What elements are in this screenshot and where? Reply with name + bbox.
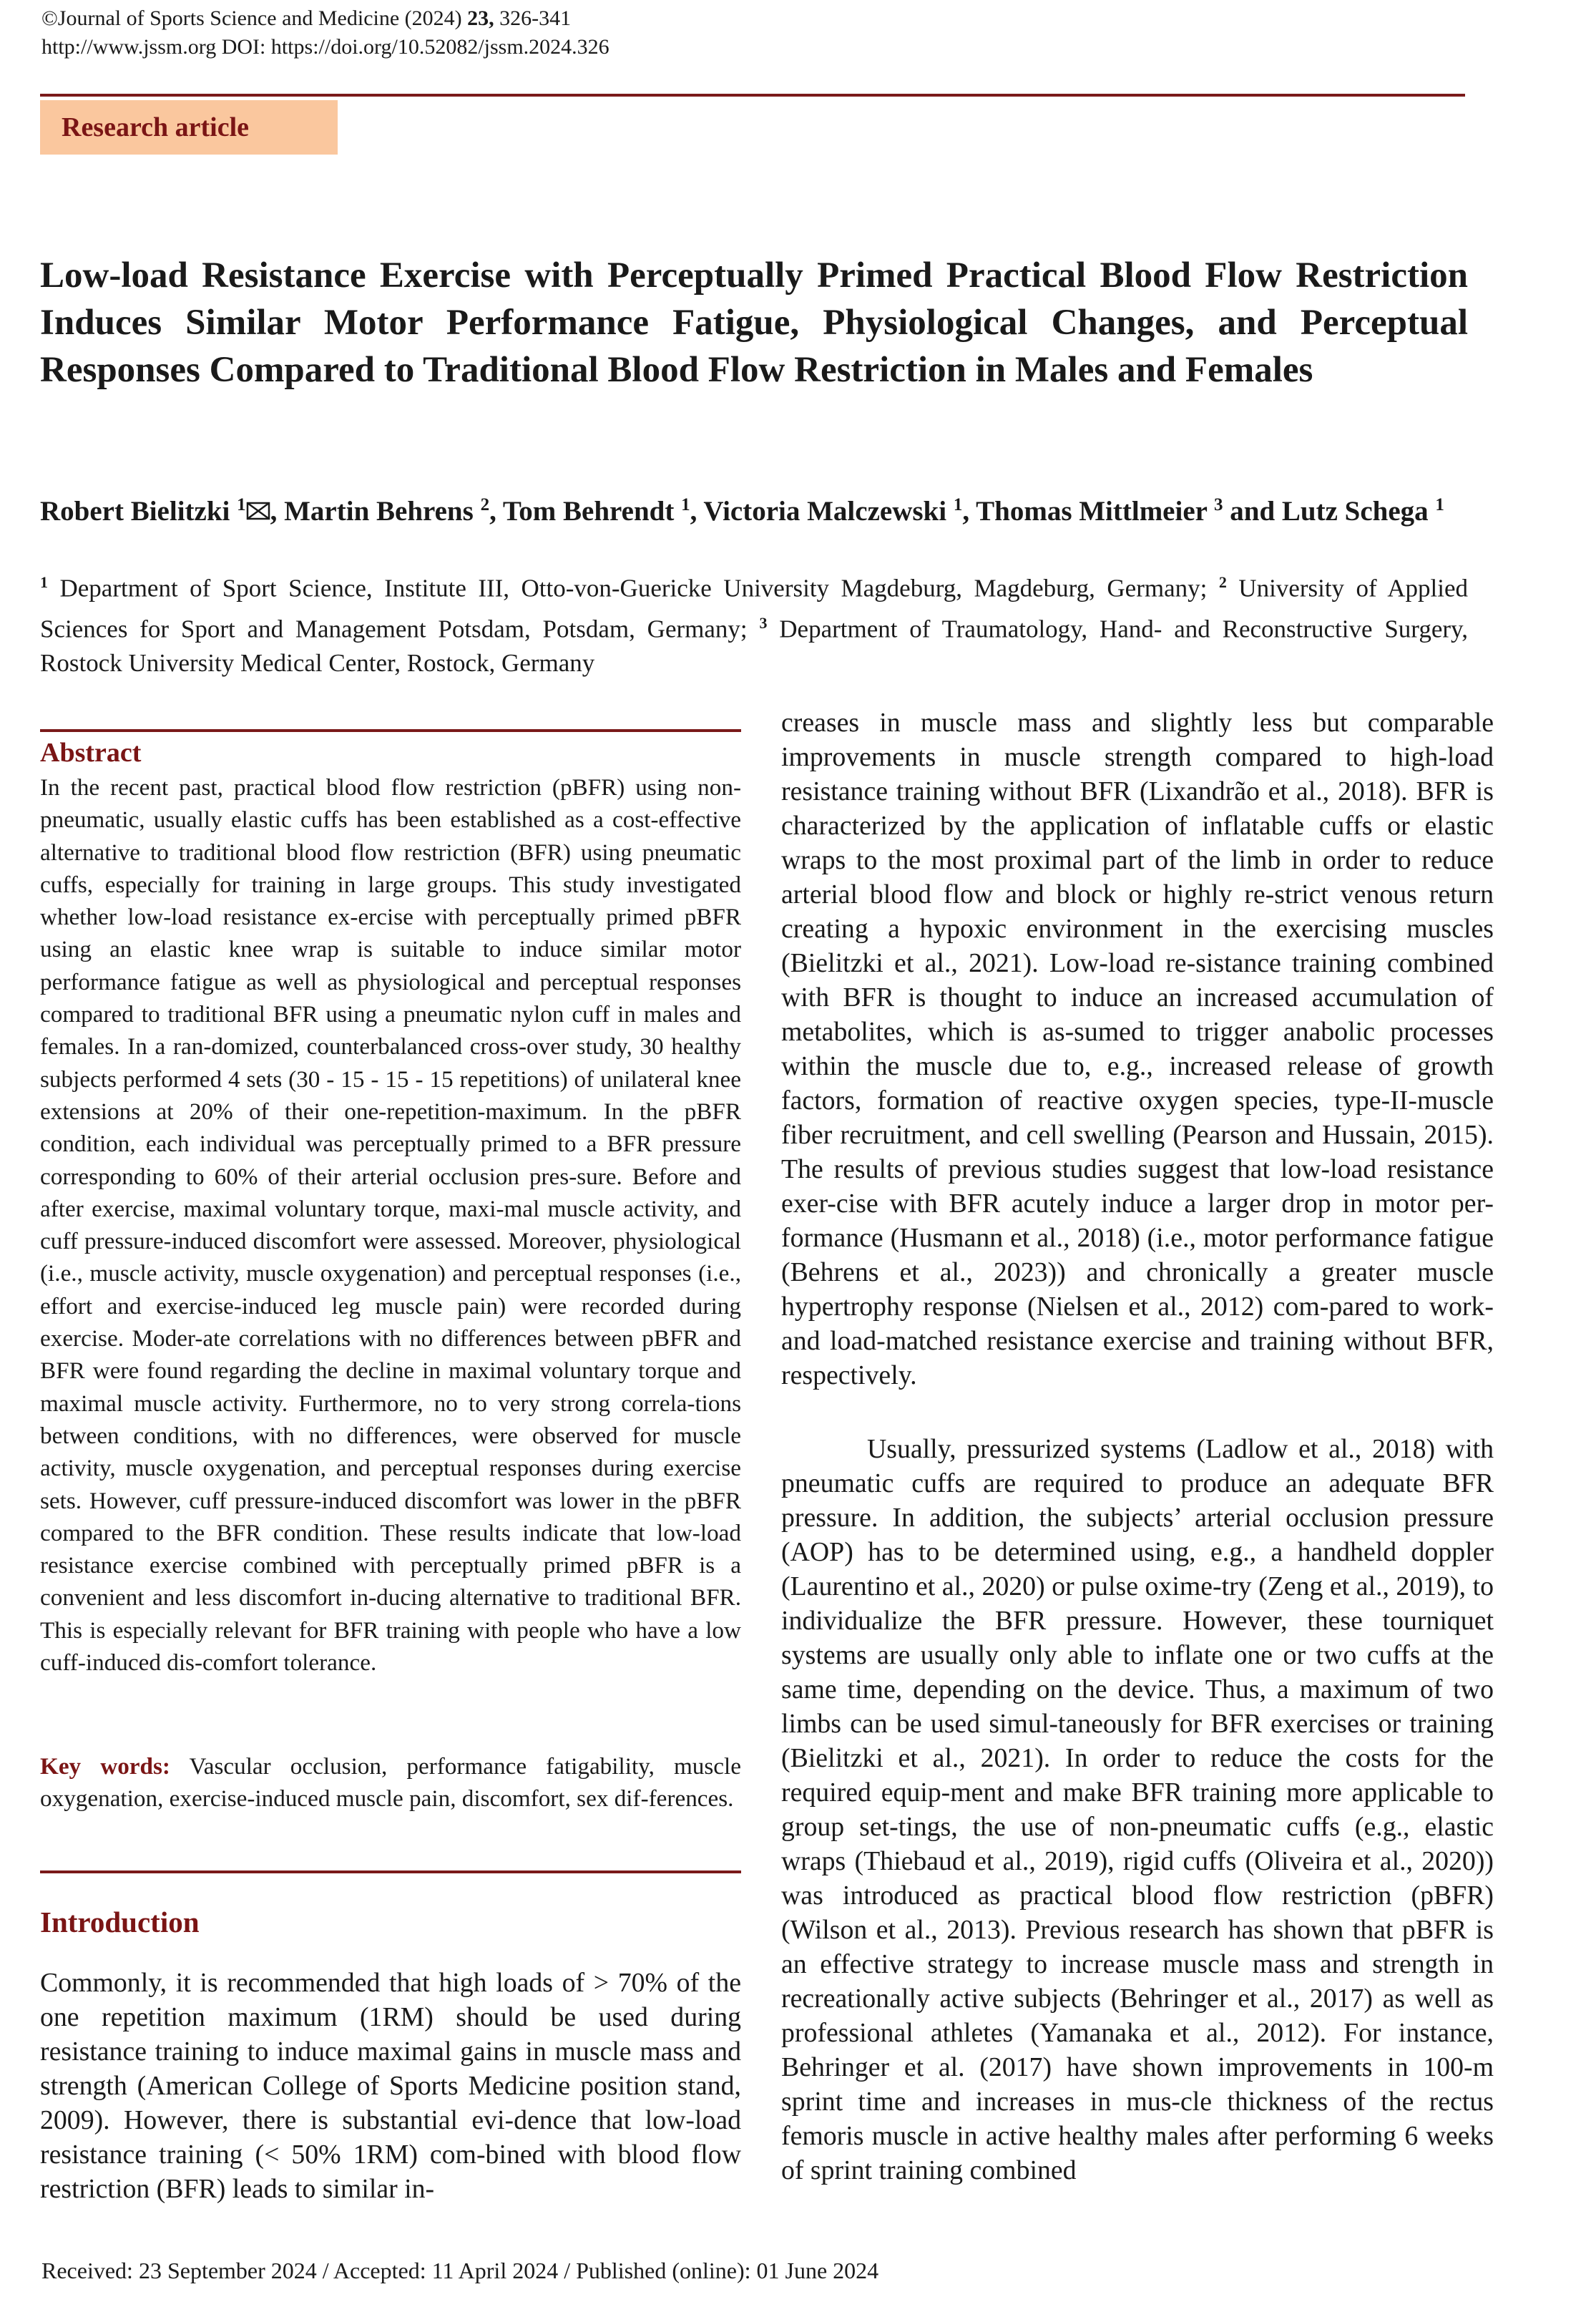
abstract-heading: Abstract <box>40 738 142 768</box>
author-name: Martin Behrens <box>284 496 474 527</box>
affiliations <box>40 565 1468 681</box>
article-title: Low-load Resistance Exercise with Perceptually Primed Practical Blood Flow Restriction Induces Similar Motor Performance Fatigue, Physiological Changes, and Perceptual Responses Compared to Traditional Blood Flow Restriction in Males and Females <box>40 255 1468 390</box>
keywords-label: Key words: <box>40 1753 170 1780</box>
author-name: Robert Bielitzki <box>40 496 230 527</box>
author-name: Victoria Malczewski <box>703 496 947 527</box>
affiliation-text: Department of Sport Science, Institute III, Otto-von-Guericke University Magdeburg, Magdeburg, Germany; <box>48 574 1219 603</box>
affiliation-sup: 1 <box>40 573 48 591</box>
introduction-left-text: Commonly, it is recommended that high loads of > 70% of the one repetition maximum (1RM) should be used during resistance training to induce maximal gains in muscle mass and strength (American College of Sports Medicine position stand, 2009). However, there is substantial evi-dence that low-load resistance training (< 50% 1RM) com-bined with blood flow restriction (BFR) leads to similar in- <box>40 1968 741 2204</box>
article-type-badge <box>40 100 338 155</box>
introduction-right-para-2-text: Usually, pressurized systems (Ladlow et al., 2018) with pneumatic cuffs are required to produce an adequate BFR pressure. In addition, the subjects’ arterial occlusion pressure (AOP) has to be determined using, e.g., a handheld doppler (Laurentino et al., 2020) or pulse oxime-try (Zeng et al., 2019), to individualize the BFR pressure. However, these tourniquet systems are usually only able to inflate one or two cuffs at the same time, depending on the device. Thus, a maximum of two limbs can be used simul-taneously for BFR exercises or training (Bielitzki et al., 2021). In order to reduce the costs for the required equip-ment and make BFR training more applicable to group set-tings, the use of non-pneumatic cuffs (e.g., elastic wraps (Thiebaud et al., 2019), rigid cuffs (Oliveira et al., 2020)) was introduced as practical blood flow restriction (pBFR) (Wilson et al., 2013). Previous research has shown that pBFR is an effective strategy to increase muscle mass and strength in recreationally active subjects (Behringer et al., 2017) as well as professional athletes (Yamanaka et al., 2012). For instance, Behringer et al. (2017) have shown improvements in 100-m sprint time and increases in mus-cle thickness of the rectus femoris muscle in active healthy males after performing 6 weeks of sprint training combined <box>781 1434 1494 2185</box>
author-name: Thomas Mittlmeier <box>976 496 1208 527</box>
affiliation-text: University of Applied Sciences for Sport and Management Potsdam, Potsdam, Germany; <box>40 574 1468 643</box>
author-affil-sup: 3 <box>1214 495 1223 514</box>
author-affil-sup: 1 <box>1435 495 1444 514</box>
article-type-label: Research article <box>62 112 250 142</box>
header-divider <box>40 94 1465 97</box>
keywords <box>40 1750 741 1815</box>
author-list: Robert Bielitzki $^1$ , Martin Behrens $^2$, Tom Behrendt $^1$, Victoria Malczewski $^1$, Thomas Mittlmeier $^3$ and Lutz Schega $^1$ <box>40 495 1444 527</box>
abstract-body: In the recent past, practical blood flow restriction (pBFR) using non-pneumatic, usually elastic cuffs has been established as a cost-effective alternative to traditional blood flow restriction (BFR) using pneumatic cuffs, especially for training in large groups. This study investigated whether low-load resistance ex-ercise with perceptually primed pBFR using an elastic knee wrap is suitable to induce similar motor performance fatigue as well as physiological and perceptual responses compared to traditional BFR using a pneumatic nylon cuff in males and females. In a ran-domized, counterbalanced cross-over study, 30 healthy subjects performed 4 sets (30 - 15 - 15 - 15 repetitions) of unilateral knee extensions at 20% of their one-repetition-maximum. In the pBFR condition, each individual was perceptually primed to a BFR pressure corresponding to 60% of their arterial occlusion pres-sure. Before and after exercise, maximal voluntary torque, maxi-mal muscle activity, and cuff pressure-induced discomfort were assessed. Moreover, physiological (i.e., muscle activity, muscle oxygenation) and perceptual responses (i.e., effort and exercise-induced leg muscle pain) were recorded during exercise. Moder-ate correlations with no differences between pBFR and BFR were found regarding the decline in maximal voluntary torque and maximal muscle activity. Furthermore, no to very strong correla-tions between conditions, with no differences, were observed for muscle activity, muscle oxygenation, and perceptual responses during exercise sets. However, cuff pressure-induced discomfort was lower in the pBFR compared to the BFR condition. These results indicate that low-load resistance exercise combined with perceptually primed pBFR is a convenient and less discomfort in-ducing alternative to traditional BFR. This is especially relevant for BFR training with people who have a low cuff-induced dis-comfort tolerance. <box>40 774 741 1677</box>
author-affil-sup: 2 <box>480 495 490 514</box>
author-affil-sup: 1 <box>237 495 246 514</box>
affiliation-sup: 3 <box>759 613 768 632</box>
author-name: Tom Behrendt <box>502 496 675 527</box>
journal-citation-prefix: ©Journal of Sports Science and Medicine (2024) <box>41 6 468 30</box>
introduction-right-para-2 <box>781 1432 1494 2187</box>
introduction-right-para-1: creases in muscle mass and slightly less but comparable improvements in muscle strength compared to high-load resistance training without BFR (Lixandrão et al., 2018). BFR is characterized by the application of inflatable cuffs or elastic wraps to the most proximal part of the limb in order to reduce arterial blood flow and block or highly re-strict venous return creating a hypoxic environment in the exercising muscles (Bielitzki et al., 2021). Low-load re-sistance training combined with BFR is thought to induce an increased accumulation of metabolites, which is as-sumed to trigger anabolic processes within the muscle due to, e.g., increased release of growth factors, formation of reactive oxygen species, type-II-muscle fiber recruitment, and cell swelling (Pearson and Hussain, 2015). The results of previous studies suggest that low-load resistance exer-cise with BFR acutely induce a larger drop in motor per-formance (Husmann et al., 2018) (i.e., motor performance fatigue (Behrens et al., 2023)) and chronically a greater muscle hypertrophy response (Nielsen et al., 2012) com-pared to work- and load-matched resistance exercise and training without BFR, respectively. <box>781 708 1494 1390</box>
journal-url-doi[interactable]: http://www.jssm.org DOI: https://doi.org/10.52082/jssm.2024.326 <box>41 35 609 59</box>
journal-volume: 23, <box>467 6 494 30</box>
affiliation-sup: 2 <box>1218 573 1227 591</box>
publication-dates: Received: 23 September 2024 / Accepted: 11 April 2024 / Published (online): 01 June 2024 <box>41 2258 879 2283</box>
email-icon[interactable] <box>246 500 270 522</box>
abstract-top-divider <box>40 729 741 732</box>
journal-citation <box>41 6 571 31</box>
author-affil-sup: 1 <box>953 495 963 514</box>
introduction-heading: Introduction <box>40 1906 200 1938</box>
abstract-bottom-divider <box>40 1870 741 1873</box>
author-affil-sup: 1 <box>681 495 690 514</box>
author-name: Lutz Schega <box>1281 496 1429 527</box>
journal-pages: 326-341 <box>494 6 572 30</box>
affiliation-text: Department of Traumatology, Hand- and Reconstructive Surgery, Rostock University Medical Center, Rostock, Germany <box>40 615 1468 678</box>
keywords-text: Vascular occlusion, performance fatigability, muscle oxygenation, exercise-induced muscle pain, discomfort, sex dif-ferences. <box>40 1753 741 1813</box>
